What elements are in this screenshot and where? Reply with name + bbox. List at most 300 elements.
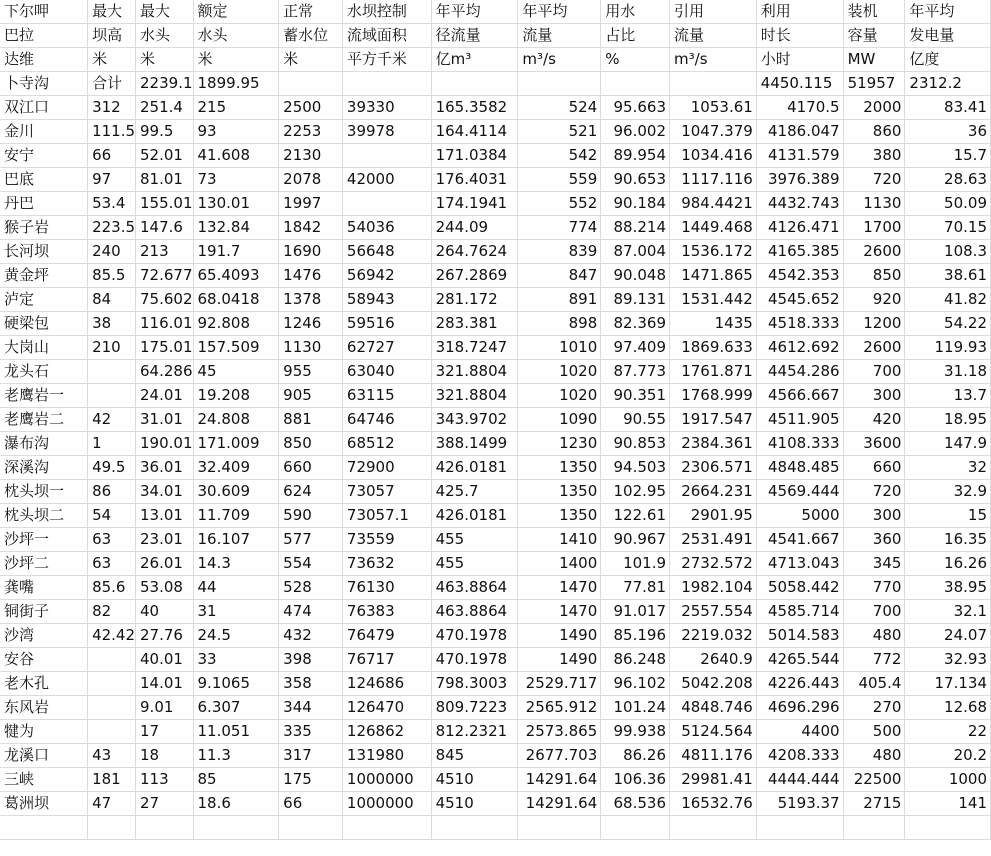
data-cell[interactable]: 58943 xyxy=(342,288,431,312)
data-cell[interactable]: 14291.64 xyxy=(518,768,601,792)
data-cell[interactable]: 4432.743 xyxy=(756,192,843,216)
header-cell[interactable]: 年平均 xyxy=(431,0,518,24)
data-cell[interactable]: 49.5 xyxy=(88,456,136,480)
data-cell[interactable]: 4612.692 xyxy=(756,336,843,360)
data-cell[interactable]: 480 xyxy=(843,624,905,648)
header-cell[interactable]: 年平均 xyxy=(518,0,601,24)
data-cell[interactable]: 32.409 xyxy=(193,456,279,480)
data-cell[interactable]: 660 xyxy=(279,456,343,480)
data-cell[interactable]: 264.7624 xyxy=(431,240,518,264)
data-cell[interactable]: 16532.76 xyxy=(670,792,757,816)
data-cell[interactable]: 86 xyxy=(88,480,136,504)
data-cell[interactable]: 6.307 xyxy=(193,696,279,720)
data-cell[interactable]: 24.808 xyxy=(193,408,279,432)
data-cell[interactable]: 5042.208 xyxy=(670,672,757,696)
data-cell[interactable] xyxy=(518,72,601,96)
data-cell[interactable]: 345 xyxy=(843,552,905,576)
empty-cell[interactable] xyxy=(518,816,601,840)
data-cell[interactable]: 5000 xyxy=(756,504,843,528)
data-cell[interactable]: 27.76 xyxy=(136,624,194,648)
data-cell[interactable]: 1400 xyxy=(518,552,601,576)
data-cell[interactable]: 1020 xyxy=(518,360,601,384)
data-cell[interactable]: 905 xyxy=(279,384,343,408)
data-cell[interactable]: 14291.64 xyxy=(518,792,601,816)
data-cell[interactable]: 119.93 xyxy=(905,336,991,360)
data-cell[interactable]: 96.002 xyxy=(601,120,670,144)
data-cell[interactable]: 984.4421 xyxy=(670,192,757,216)
header-cell[interactable]: 额定 xyxy=(193,0,279,24)
data-cell[interactable]: 2664.231 xyxy=(670,480,757,504)
empty-cell[interactable] xyxy=(843,816,905,840)
data-cell[interactable]: 77.81 xyxy=(601,576,670,600)
data-cell[interactable]: 97 xyxy=(88,168,136,192)
data-cell[interactable]: 4545.652 xyxy=(756,288,843,312)
station-name-cell[interactable]: 三峡 xyxy=(0,768,88,792)
data-cell[interactable]: 75.602 xyxy=(136,288,194,312)
data-cell[interactable]: 1350 xyxy=(518,480,601,504)
data-cell[interactable]: 281.172 xyxy=(431,288,518,312)
data-cell[interactable]: 4131.579 xyxy=(756,144,843,168)
data-cell[interactable]: 335 xyxy=(279,720,343,744)
data-cell[interactable]: 87.004 xyxy=(601,240,670,264)
data-cell[interactable]: 99.938 xyxy=(601,720,670,744)
data-cell[interactable]: 4450.115 xyxy=(756,72,843,96)
header-cell[interactable]: 时长 xyxy=(756,24,843,48)
data-cell[interactable] xyxy=(342,192,431,216)
data-cell[interactable]: 1536.172 xyxy=(670,240,757,264)
data-cell[interactable]: 90.967 xyxy=(601,528,670,552)
data-cell[interactable]: 20.2 xyxy=(905,744,991,768)
data-cell[interactable]: 2000 xyxy=(843,96,905,120)
data-cell[interactable]: 96.102 xyxy=(601,672,670,696)
header-cell[interactable]: 米 xyxy=(193,48,279,72)
data-cell[interactable]: 24.07 xyxy=(905,624,991,648)
data-cell[interactable]: 56648 xyxy=(342,240,431,264)
empty-cell[interactable] xyxy=(88,816,136,840)
data-cell[interactable]: 40 xyxy=(136,600,194,624)
data-cell[interactable]: 1917.547 xyxy=(670,408,757,432)
header-cell[interactable]: 引用 xyxy=(670,0,757,24)
data-cell[interactable] xyxy=(279,72,343,96)
data-cell[interactable]: 2565.912 xyxy=(518,696,601,720)
data-cell[interactable]: 11.3 xyxy=(193,744,279,768)
data-cell[interactable]: 63 xyxy=(88,552,136,576)
data-cell[interactable]: 1047.379 xyxy=(670,120,757,144)
data-cell[interactable]: 155.01 xyxy=(136,192,194,216)
data-cell[interactable]: 4541.667 xyxy=(756,528,843,552)
data-cell[interactable]: 17 xyxy=(136,720,194,744)
data-cell[interactable]: 17.134 xyxy=(905,672,991,696)
data-cell[interactable]: 66 xyxy=(279,792,343,816)
data-cell[interactable]: 73559 xyxy=(342,528,431,552)
data-cell[interactable]: 480 xyxy=(843,744,905,768)
data-cell[interactable]: 213 xyxy=(136,240,194,264)
data-cell[interactable]: 40.01 xyxy=(136,648,194,672)
data-cell[interactable]: 2640.9 xyxy=(670,648,757,672)
data-cell[interactable]: 318.7247 xyxy=(431,336,518,360)
data-cell[interactable]: 113 xyxy=(136,768,194,792)
data-cell[interactable]: 4165.385 xyxy=(756,240,843,264)
data-cell[interactable]: 1435 xyxy=(670,312,757,336)
data-cell[interactable]: 1449.468 xyxy=(670,216,757,240)
data-cell[interactable]: 126470 xyxy=(342,696,431,720)
data-cell[interactable]: 51957 xyxy=(843,72,905,96)
data-cell[interactable]: 4208.333 xyxy=(756,744,843,768)
data-cell[interactable]: 590 xyxy=(279,504,343,528)
data-cell[interactable]: 4126.471 xyxy=(756,216,843,240)
data-cell[interactable]: 85.196 xyxy=(601,624,670,648)
station-name-cell[interactable]: 铜街子 xyxy=(0,600,88,624)
data-cell[interactable]: 1761.871 xyxy=(670,360,757,384)
data-cell[interactable]: 1768.999 xyxy=(670,384,757,408)
data-cell[interactable]: 39330 xyxy=(342,96,431,120)
header-cell[interactable]: 利用 xyxy=(756,0,843,24)
data-cell[interactable]: 15 xyxy=(905,504,991,528)
data-cell[interactable]: 660 xyxy=(843,456,905,480)
station-name-cell[interactable]: 巴底 xyxy=(0,168,88,192)
data-cell[interactable]: 2600 xyxy=(843,336,905,360)
data-cell[interactable]: 73057 xyxy=(342,480,431,504)
header-cell[interactable]: 达维 xyxy=(0,48,88,72)
data-cell[interactable]: 95.663 xyxy=(601,96,670,120)
data-cell[interactable]: 23.01 xyxy=(136,528,194,552)
data-cell[interactable]: 5014.583 xyxy=(756,624,843,648)
data-cell[interactable]: 16.35 xyxy=(905,528,991,552)
data-cell[interactable]: 2600 xyxy=(843,240,905,264)
header-cell[interactable]: 占比 xyxy=(601,24,670,48)
data-cell[interactable]: 41.82 xyxy=(905,288,991,312)
data-cell[interactable]: 13.01 xyxy=(136,504,194,528)
data-cell[interactable]: 82 xyxy=(88,600,136,624)
data-cell[interactable]: 521 xyxy=(518,120,601,144)
data-cell[interactable]: 90.351 xyxy=(601,384,670,408)
data-cell[interactable]: 90.55 xyxy=(601,408,670,432)
station-name-cell[interactable]: 沙坪一 xyxy=(0,528,88,552)
data-cell[interactable]: 76383 xyxy=(342,600,431,624)
data-cell[interactable]: 1053.61 xyxy=(670,96,757,120)
station-name-cell[interactable]: 黄金坪 xyxy=(0,264,88,288)
station-name-cell[interactable]: 长河坝 xyxy=(0,240,88,264)
data-cell[interactable]: 83.41 xyxy=(905,96,991,120)
station-name-cell[interactable]: 东风岩 xyxy=(0,696,88,720)
data-cell[interactable]: 358 xyxy=(279,672,343,696)
data-cell[interactable]: 36.01 xyxy=(136,456,194,480)
data-cell[interactable]: 3600 xyxy=(843,432,905,456)
data-cell[interactable]: 63040 xyxy=(342,360,431,384)
data-cell[interactable]: 175 xyxy=(279,768,343,792)
data-cell[interactable]: 223.5 xyxy=(88,216,136,240)
data-cell[interactable]: 191.7 xyxy=(193,240,279,264)
station-name-cell[interactable]: 老鹰岩一 xyxy=(0,384,88,408)
data-cell[interactable]: 38.95 xyxy=(905,576,991,600)
data-cell[interactable]: 28.63 xyxy=(905,168,991,192)
data-cell[interactable]: 4848.746 xyxy=(670,696,757,720)
data-cell[interactable]: 426.0181 xyxy=(431,456,518,480)
data-cell[interactable]: 4569.444 xyxy=(756,480,843,504)
data-cell[interactable]: 4518.333 xyxy=(756,312,843,336)
data-cell[interactable]: 300 xyxy=(843,384,905,408)
data-cell[interactable]: 15.7 xyxy=(905,144,991,168)
data-cell[interactable]: 72900 xyxy=(342,456,431,480)
header-cell[interactable]: 巴拉 xyxy=(0,24,88,48)
data-cell[interactable]: 73057.1 xyxy=(342,504,431,528)
data-cell[interactable]: 130.01 xyxy=(193,192,279,216)
data-cell[interactable]: 432 xyxy=(279,624,343,648)
header-cell[interactable]: 米 xyxy=(136,48,194,72)
data-cell[interactable]: 812.2321 xyxy=(431,720,518,744)
data-cell[interactable]: 82.369 xyxy=(601,312,670,336)
data-cell[interactable]: 94.503 xyxy=(601,456,670,480)
station-name-cell[interactable]: 丹巴 xyxy=(0,192,88,216)
data-cell[interactable]: 24.5 xyxy=(193,624,279,648)
data-cell[interactable]: 1842 xyxy=(279,216,343,240)
data-cell[interactable]: 53.4 xyxy=(88,192,136,216)
data-cell[interactable] xyxy=(342,144,431,168)
data-cell[interactable]: 1020 xyxy=(518,384,601,408)
data-cell[interactable]: 312 xyxy=(88,96,136,120)
data-cell[interactable]: 175.01 xyxy=(136,336,194,360)
data-cell[interactable]: 4170.5 xyxy=(756,96,843,120)
data-cell[interactable]: 1246 xyxy=(279,312,343,336)
data-cell[interactable]: 16.26 xyxy=(905,552,991,576)
data-cell[interactable]: 1230 xyxy=(518,432,601,456)
header-cell[interactable]: 流量 xyxy=(518,24,601,48)
data-cell[interactable]: 4696.296 xyxy=(756,696,843,720)
data-cell[interactable]: 1490 xyxy=(518,648,601,672)
data-cell[interactable]: 1 xyxy=(88,432,136,456)
data-cell[interactable]: 1476 xyxy=(279,264,343,288)
data-cell[interactable]: 85.6 xyxy=(88,576,136,600)
empty-cell[interactable] xyxy=(905,816,991,840)
data-cell[interactable]: 463.8864 xyxy=(431,600,518,624)
header-cell[interactable]: m³/s xyxy=(518,48,601,72)
data-cell[interactable]: 16.107 xyxy=(193,528,279,552)
data-cell[interactable] xyxy=(670,72,757,96)
data-cell[interactable]: 33 xyxy=(193,648,279,672)
data-cell[interactable]: 2732.572 xyxy=(670,552,757,576)
station-name-cell[interactable]: 硬梁包 xyxy=(0,312,88,336)
data-cell[interactable]: 4811.176 xyxy=(670,744,757,768)
data-cell[interactable]: 1350 xyxy=(518,456,601,480)
station-name-cell[interactable]: 金川 xyxy=(0,120,88,144)
data-cell[interactable]: 73632 xyxy=(342,552,431,576)
data-cell[interactable]: 76479 xyxy=(342,624,431,648)
header-cell[interactable]: 最大 xyxy=(88,0,136,24)
header-cell[interactable]: 发电量 xyxy=(905,24,991,48)
header-cell[interactable]: MW xyxy=(843,48,905,72)
data-cell[interactable]: 770 xyxy=(843,576,905,600)
data-cell[interactable]: 772 xyxy=(843,648,905,672)
data-cell[interactable] xyxy=(431,72,518,96)
data-cell[interactable]: 720 xyxy=(843,480,905,504)
station-name-cell[interactable]: 沙湾 xyxy=(0,624,88,648)
data-cell[interactable]: 455 xyxy=(431,552,518,576)
data-cell[interactable]: 2557.554 xyxy=(670,600,757,624)
data-cell[interactable]: 34.01 xyxy=(136,480,194,504)
station-name-cell[interactable]: 安谷 xyxy=(0,648,88,672)
data-cell[interactable]: 31.18 xyxy=(905,360,991,384)
data-cell[interactable]: 14.3 xyxy=(193,552,279,576)
data-cell[interactable]: 45 xyxy=(193,360,279,384)
data-cell[interactable]: 13.7 xyxy=(905,384,991,408)
data-cell[interactable]: 398 xyxy=(279,648,343,672)
data-cell[interactable]: 141 xyxy=(905,792,991,816)
data-cell[interactable]: 76717 xyxy=(342,648,431,672)
data-cell[interactable]: 54036 xyxy=(342,216,431,240)
data-cell[interactable]: 2219.032 xyxy=(670,624,757,648)
data-cell[interactable]: 122.61 xyxy=(601,504,670,528)
station-name-cell[interactable]: 深溪沟 xyxy=(0,456,88,480)
data-cell[interactable]: 1700 xyxy=(843,216,905,240)
data-cell[interactable]: 4542.353 xyxy=(756,264,843,288)
data-cell[interactable]: 62727 xyxy=(342,336,431,360)
header-cell[interactable]: 平方千米 xyxy=(342,48,431,72)
data-cell[interactable]: 4226.443 xyxy=(756,672,843,696)
data-cell[interactable]: 2306.571 xyxy=(670,456,757,480)
data-cell[interactable]: 1350 xyxy=(518,504,601,528)
header-cell[interactable]: 装机 xyxy=(843,0,905,24)
data-cell[interactable]: 344 xyxy=(279,696,343,720)
data-cell[interactable]: 50.09 xyxy=(905,192,991,216)
data-cell[interactable]: 132.84 xyxy=(193,216,279,240)
data-cell[interactable]: 4454.286 xyxy=(756,360,843,384)
data-cell[interactable]: 720 xyxy=(843,168,905,192)
data-cell[interactable]: 343.9702 xyxy=(431,408,518,432)
data-cell[interactable]: 2531.491 xyxy=(670,528,757,552)
data-cell[interactable]: 700 xyxy=(843,360,905,384)
header-cell[interactable]: 正常 xyxy=(279,0,343,24)
data-cell[interactable]: 47 xyxy=(88,792,136,816)
data-cell[interactable]: 470.1978 xyxy=(431,624,518,648)
data-cell[interactable]: 11.051 xyxy=(193,720,279,744)
data-cell[interactable]: 809.7223 xyxy=(431,696,518,720)
data-cell[interactable]: 99.5 xyxy=(136,120,194,144)
data-cell[interactable]: 174.1941 xyxy=(431,192,518,216)
data-cell[interactable]: 5193.37 xyxy=(756,792,843,816)
data-cell[interactable]: 65.4093 xyxy=(193,264,279,288)
data-cell[interactable]: 4713.043 xyxy=(756,552,843,576)
data-cell[interactable]: 18 xyxy=(136,744,194,768)
data-cell[interactable]: 1531.442 xyxy=(670,288,757,312)
data-cell[interactable]: 426.0181 xyxy=(431,504,518,528)
data-cell[interactable]: 32 xyxy=(905,456,991,480)
data-cell[interactable]: 2901.95 xyxy=(670,504,757,528)
data-cell[interactable]: 76130 xyxy=(342,576,431,600)
data-cell[interactable]: 131980 xyxy=(342,744,431,768)
data-cell[interactable]: 850 xyxy=(843,264,905,288)
data-cell[interactable]: 31.01 xyxy=(136,408,194,432)
data-cell[interactable]: 2715 xyxy=(843,792,905,816)
data-cell[interactable]: 63115 xyxy=(342,384,431,408)
data-cell[interactable]: 31 xyxy=(193,600,279,624)
data-cell[interactable]: 64746 xyxy=(342,408,431,432)
data-cell[interactable]: 29981.41 xyxy=(670,768,757,792)
data-cell[interactable] xyxy=(88,384,136,408)
data-cell[interactable]: 56942 xyxy=(342,264,431,288)
empty-cell[interactable] xyxy=(342,816,431,840)
data-cell[interactable]: 54.22 xyxy=(905,312,991,336)
data-cell[interactable]: 85 xyxy=(193,768,279,792)
header-cell[interactable]: 水头 xyxy=(193,24,279,48)
data-cell[interactable]: 1090 xyxy=(518,408,601,432)
header-cell[interactable]: 下尔呷 xyxy=(0,0,88,24)
data-cell[interactable]: 2130 xyxy=(279,144,343,168)
data-cell[interactable]: 108.3 xyxy=(905,240,991,264)
data-cell[interactable]: 2078 xyxy=(279,168,343,192)
data-cell[interactable]: 528 xyxy=(279,576,343,600)
data-cell[interactable]: 1378 xyxy=(279,288,343,312)
data-cell[interactable]: 2384.361 xyxy=(670,432,757,456)
empty-cell[interactable] xyxy=(136,816,194,840)
header-cell[interactable]: 最大 xyxy=(136,0,194,24)
data-cell[interactable]: 72.677 xyxy=(136,264,194,288)
station-name-cell[interactable]: 枕头坝二 xyxy=(0,504,88,528)
data-cell[interactable]: 420 xyxy=(843,408,905,432)
data-cell[interactable]: 577 xyxy=(279,528,343,552)
data-cell[interactable]: 18.95 xyxy=(905,408,991,432)
data-cell[interactable]: 470.1978 xyxy=(431,648,518,672)
data-cell[interactable]: 86.248 xyxy=(601,648,670,672)
data-cell[interactable]: 2529.717 xyxy=(518,672,601,696)
data-cell[interactable]: 4566.667 xyxy=(756,384,843,408)
data-cell[interactable]: 251.4 xyxy=(136,96,194,120)
data-cell[interactable]: 1000000 xyxy=(342,768,431,792)
data-cell[interactable]: 68.0418 xyxy=(193,288,279,312)
data-cell[interactable]: 164.4114 xyxy=(431,120,518,144)
empty-cell[interactable] xyxy=(193,816,279,840)
data-cell[interactable]: 52.01 xyxy=(136,144,194,168)
data-cell[interactable]: 38.61 xyxy=(905,264,991,288)
data-cell[interactable]: 171.0384 xyxy=(431,144,518,168)
empty-cell[interactable] xyxy=(601,816,670,840)
data-cell[interactable]: 42.42 xyxy=(88,624,136,648)
data-cell[interactable]: 898 xyxy=(518,312,601,336)
data-cell[interactable]: 12.68 xyxy=(905,696,991,720)
data-cell[interactable]: 181 xyxy=(88,768,136,792)
data-cell[interactable]: 42000 xyxy=(342,168,431,192)
data-cell[interactable]: 30.609 xyxy=(193,480,279,504)
data-cell[interactable]: 32.9 xyxy=(905,480,991,504)
data-cell[interactable]: 700 xyxy=(843,600,905,624)
empty-cell[interactable] xyxy=(0,816,88,840)
data-cell[interactable] xyxy=(88,720,136,744)
data-cell[interactable]: 624 xyxy=(279,480,343,504)
data-cell[interactable]: 59516 xyxy=(342,312,431,336)
header-cell[interactable]: 米 xyxy=(88,48,136,72)
data-cell[interactable]: 86.26 xyxy=(601,744,670,768)
data-cell[interactable]: 18.6 xyxy=(193,792,279,816)
data-cell[interactable]: 165.3582 xyxy=(431,96,518,120)
data-cell[interactable]: 11.709 xyxy=(193,504,279,528)
data-cell[interactable]: 85.5 xyxy=(88,264,136,288)
station-name-cell[interactable]: 沙坪二 xyxy=(0,552,88,576)
header-cell[interactable]: 年平均 xyxy=(905,0,991,24)
data-cell[interactable]: 88.214 xyxy=(601,216,670,240)
data-cell[interactable]: 2239.1 xyxy=(136,72,194,96)
header-cell[interactable]: 亿m³ xyxy=(431,48,518,72)
data-cell[interactable]: 124686 xyxy=(342,672,431,696)
header-cell[interactable]: 水坝控制 xyxy=(342,0,431,24)
header-cell[interactable]: 流量 xyxy=(670,24,757,48)
header-cell[interactable]: 流域面积 xyxy=(342,24,431,48)
data-cell[interactable]: 4444.444 xyxy=(756,768,843,792)
data-cell[interactable]: 839 xyxy=(518,240,601,264)
station-name-cell[interactable]: 龙头石 xyxy=(0,360,88,384)
data-cell[interactable]: 63 xyxy=(88,528,136,552)
data-cell[interactable]: 2312.2 xyxy=(905,72,991,96)
header-cell[interactable]: 径流量 xyxy=(431,24,518,48)
data-cell[interactable]: 847 xyxy=(518,264,601,288)
